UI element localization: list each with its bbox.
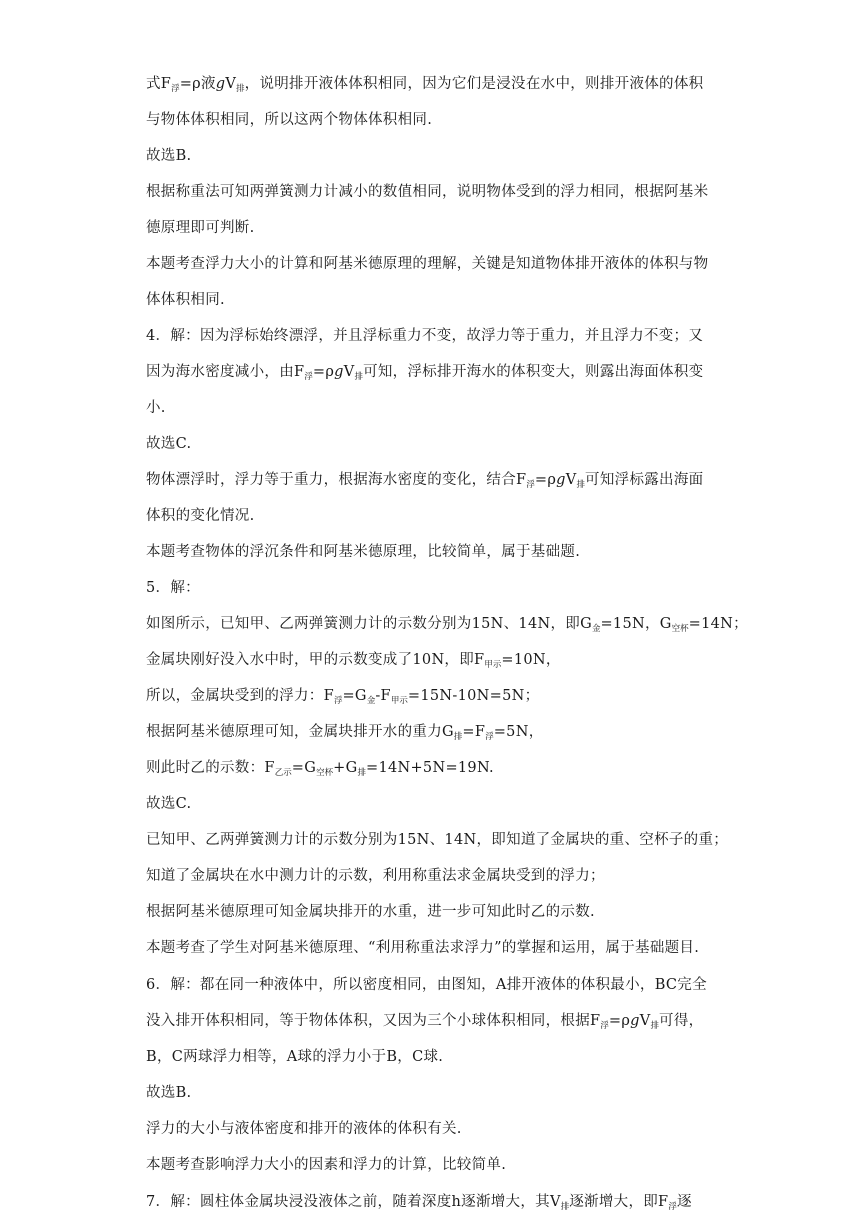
text-line: 与物体体积相同，所以这两个物体体积相同. (146, 112, 433, 128)
text-line: 物体漂浮时，浮力等于重力，根据海水密度的变化，结合$F_浮=\rho gV_排$可知浮标露出海面 (146, 472, 704, 490)
text-line: 根据阿基米德原理可知金属块排开的水重，进一步可知此时乙的示数. (146, 904, 595, 920)
text-line: 如图所示，已知甲、乙两弹簧测力计的示数分别为15N、14N，即$G_金=15N$，$G_{空杯}=14N$； (146, 616, 748, 634)
text-line: 知道了金属块在水中测力计的示数，利用称重法求金属块受到的浮力； (146, 868, 605, 884)
text-line: 故选C. (146, 436, 192, 452)
text-line: 没入排开体积相同，等于物体体积，又因为三个小球体积相同，根据$F_浮=\rho gV_排$可得， (146, 1013, 704, 1031)
text-line: 所以，金属块受到的浮力：$F_浮=G_金-F_{甲示}=15N-10N=5N$； (146, 688, 540, 706)
text-line: 根据称重法可知两弹簧测力计减小的数值相同，说明物体受到的浮力相同，根据阿基米 (146, 184, 709, 200)
text-line: 5．解： (146, 580, 200, 596)
text-line: 则此时乙的示数：$F_{乙示}=G_{空杯}+G_排=14N+5N=19N$. (146, 760, 494, 778)
text-line: 本题考查了学生对阿基米德原理、“利用称重法求浮力”的掌握和运用，属于基础题目. (146, 940, 700, 956)
text-line: 小. (146, 400, 166, 416)
text-line: 本题考查物体的浮沉条件和阿基米德原理，比较简单，属于基础题. (146, 544, 581, 560)
text-line: 故选B. (146, 148, 192, 164)
text-line: 6．解：都在同一种液体中，所以密度相同，由图知，A排开液体的体积最小，BC完全 (146, 977, 707, 993)
text-line: 本题考查浮力大小的计算和阿基米德原理的理解，关键是知道物体排开液体的体积与物 (146, 256, 709, 272)
text-line: 德原理即可判断. (146, 220, 255, 236)
text-line: 故选C. (146, 796, 192, 812)
text-line: 本题考查影响浮力大小的因素和浮力的计算，比较简单. (146, 1157, 507, 1173)
text-line: 因为海水密度减小，由$F_浮=\rho gV_排$可知，浮标排开海水的体积变大，则露出海面体积变 (146, 364, 704, 382)
text-line: 4．解：因为浮标始终漂浮，并且浮标重力不变，故浮力等于重力，并且浮力不变；又 (146, 328, 704, 344)
text-line: 故选B. (146, 1085, 192, 1101)
text-line: B，C两球浮力相等，A球的浮力小于B，C球. (146, 1049, 444, 1065)
text-line: 金属块刚好没入水中时，甲的示数变成了10N，即$F_{甲示}=10N$， (146, 652, 561, 670)
text-line: 根据阿基米德原理可知，金属块排开水的重力$G_排=F_浮=5N$， (146, 724, 544, 742)
text-line: 浮力的大小与液体密度和排开的液体的体积有关. (146, 1121, 462, 1137)
text-line: 体体积相同. (146, 292, 225, 308)
text-line: 已知甲、乙两弹簧测力计的示数分别为15N、14N，即知道了金属块的重、空杯子的重； (146, 832, 729, 848)
text-line: 体积的变化情况. (146, 508, 255, 524)
text-line: 式$F_浮=\rho$液$gV_排$，说明排开液体体积相同，因为它们是浸没在水中，则排开液体的体积 (146, 76, 704, 94)
text-line: 7．解：圆柱体金属块浸没液体之前，随着深度h逐渐增大，其$V_排$逐渐增大，即$F_浮$逐 (146, 1194, 692, 1212)
